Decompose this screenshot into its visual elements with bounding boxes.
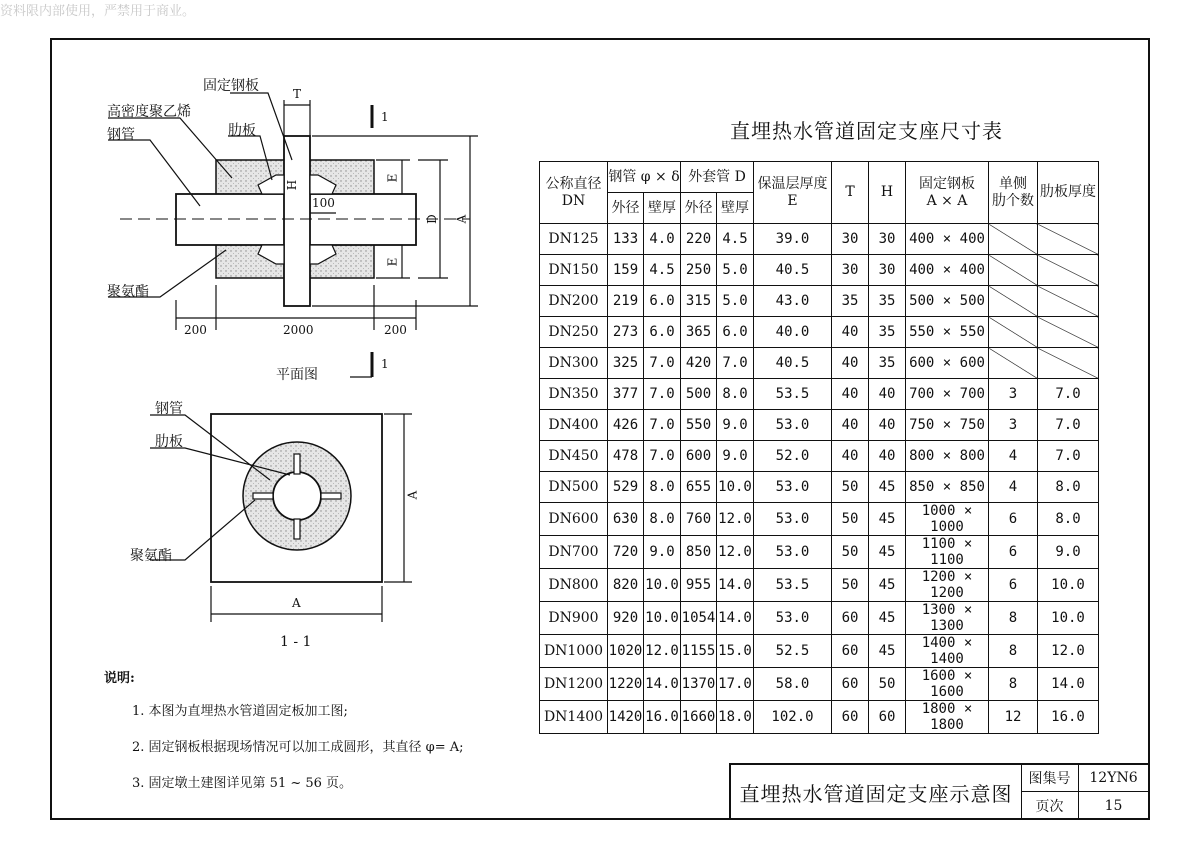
table-cell: 12.0 (1038, 635, 1099, 668)
label-hdpe: 高密度聚乙烯 (107, 104, 191, 120)
table-cell: 14.0 (1038, 668, 1099, 701)
table-cell: 850 × 850 (906, 472, 989, 503)
table-cell: 700 × 700 (906, 379, 989, 410)
table-cell: 550 (681, 410, 717, 441)
section-caption: 1 - 1 (280, 634, 312, 650)
section-rib (294, 454, 300, 474)
cell-empty (989, 286, 1038, 317)
table-cell: 8 (989, 635, 1038, 668)
section-mark-top: 1 (381, 110, 389, 124)
table-cell: 1220 (608, 668, 644, 701)
note-item: 1. 本图为直埋热水管道固定板加工图; (132, 704, 348, 719)
table-cell: 133 (608, 224, 644, 255)
label-rib: 肋板 (228, 123, 256, 139)
table-row (540, 602, 1099, 635)
notes-title: 说明: (104, 671, 135, 686)
table-cell: 30 (869, 255, 906, 286)
dim-d: D (424, 214, 439, 224)
table-cell: 18.0 (717, 701, 754, 734)
cell-dn: DN450 (540, 441, 608, 472)
table-row (540, 224, 1099, 255)
table-cell: 365 (681, 317, 717, 348)
table-cell: 1370 (681, 668, 717, 701)
table-cell: 45 (869, 472, 906, 503)
table-cell: 60 (832, 701, 869, 734)
table-cell: 8.0 (1038, 503, 1099, 536)
table-cell: 3 (989, 379, 1038, 410)
table-cell: 500 (681, 379, 717, 410)
cell-empty (1038, 317, 1099, 348)
table-cell: 9.0 (717, 410, 754, 441)
section-pipe (273, 472, 321, 520)
table-cell: 45 (869, 569, 906, 602)
label-polyurethane: 聚氨酯 (107, 284, 149, 300)
table-cell: 6 (989, 536, 1038, 569)
cell-empty (1038, 348, 1099, 379)
table-cell: 9.0 (644, 536, 681, 569)
table-cell: 655 (681, 472, 717, 503)
table-cell: 17.0 (717, 668, 754, 701)
table-row (540, 441, 1099, 472)
table-cell: 40.5 (754, 348, 832, 379)
cell-empty (989, 348, 1038, 379)
table-cell: 6.0 (644, 317, 681, 348)
table-cell: 12 (989, 701, 1038, 734)
table-cell: 10.0 (1038, 569, 1099, 602)
section-dim-a-bottom: A (292, 596, 301, 610)
th-steel-od: 外径 (608, 193, 644, 224)
table-cell: 58.0 (754, 668, 832, 701)
table-cell: 955 (681, 569, 717, 602)
table-cell: 10.0 (644, 569, 681, 602)
table-cell: 1300 × 1300 (906, 602, 989, 635)
table-cell: 1420 (608, 701, 644, 734)
table-cell: 60 (832, 635, 869, 668)
table-cell: 50 (832, 536, 869, 569)
table-title: 直埋热水管道固定支座尺寸表 (730, 119, 1003, 143)
table-cell: 7.0 (1038, 410, 1099, 441)
cell-dn: DN700 (540, 536, 608, 569)
table-cell: 60 (832, 602, 869, 635)
table-cell: 820 (608, 569, 644, 602)
table-cell: 35 (869, 317, 906, 348)
table-cell: 9.0 (1038, 536, 1099, 569)
table-cell: 45 (869, 635, 906, 668)
table-cell: 220 (681, 224, 717, 255)
table-row (540, 635, 1099, 668)
table-cell: 3 (989, 410, 1038, 441)
table-body (540, 224, 1099, 734)
table-cell: 600 × 600 (906, 348, 989, 379)
dim-100: 100 (312, 196, 335, 210)
cell-dn: DN500 (540, 472, 608, 503)
table-cell: 40 (832, 410, 869, 441)
section-label-steel-pipe: 钢管 (155, 401, 183, 417)
table-cell: 7.0 (1038, 379, 1099, 410)
th-insulation: 保温层厚度 E (754, 162, 832, 224)
table-cell: 40 (832, 379, 869, 410)
table-row (540, 701, 1099, 734)
table-cell: 8 (989, 668, 1038, 701)
cell-dn: DN350 (540, 379, 608, 410)
cell-empty (989, 255, 1038, 286)
table-cell: 102.0 (754, 701, 832, 734)
table-cell: 40.0 (754, 317, 832, 348)
table-cell: 12.0 (717, 503, 754, 536)
table-cell: 7.0 (1038, 441, 1099, 472)
page-value: 15 (1104, 797, 1123, 814)
table-cell: 4 (989, 472, 1038, 503)
table-cell: 53.5 (754, 569, 832, 602)
table-cell: 1660 (681, 701, 717, 734)
cell-empty (1038, 286, 1099, 317)
table-cell: 16.0 (644, 701, 681, 734)
table-cell: 750 × 750 (906, 410, 989, 441)
table-cell: 400 × 400 (906, 224, 989, 255)
table-cell: 420 (681, 348, 717, 379)
table-row (540, 503, 1099, 536)
table-cell: 40 (832, 441, 869, 472)
cell-dn: DN1400 (540, 701, 608, 734)
table-cell: 8.0 (644, 472, 681, 503)
table-cell: 53.0 (754, 503, 832, 536)
th-dn: 公称直径 DN (540, 162, 608, 224)
note-item: 2. 固定钢板根据现场情况可以加工成圆形，其直径 φ= A; (132, 740, 464, 755)
table-cell: 45 (869, 503, 906, 536)
table-cell: 1054 (681, 602, 717, 635)
table-cell: 5.0 (717, 255, 754, 286)
th-t: T (832, 162, 869, 224)
cell-dn: DN1200 (540, 668, 608, 701)
table-cell: 14.0 (717, 602, 754, 635)
table-row (540, 317, 1099, 348)
table-cell: 7.0 (717, 348, 754, 379)
table-cell: 760 (681, 503, 717, 536)
table-row (540, 410, 1099, 441)
th-steel: 钢管 φ × δ (608, 162, 681, 193)
table-cell: 720 (608, 536, 644, 569)
table-cell: 1000 × 1000 (906, 503, 989, 536)
th-outer-od: 外径 (681, 193, 717, 224)
label-fixed-plate: 固定钢板 (203, 78, 259, 94)
th-outer: 外套管 D (681, 162, 754, 193)
table-cell: 39.0 (754, 224, 832, 255)
table-cell: 40 (869, 379, 906, 410)
cell-dn: DN400 (540, 410, 608, 441)
watermark: 资料限内部使用，严禁用于商业。 (0, 4, 196, 19)
size-table (539, 161, 1099, 734)
table-cell: 40.5 (754, 255, 832, 286)
table-cell: 7.0 (644, 379, 681, 410)
th-ribs: 单侧 肋个数 (989, 162, 1038, 224)
table-cell: 15.0 (717, 635, 754, 668)
th-steel-wall: 壁厚 (644, 193, 681, 224)
table-cell: 500 × 500 (906, 286, 989, 317)
table-cell: 6 (989, 503, 1038, 536)
table-cell: 7.0 (644, 348, 681, 379)
table-cell: 50 (832, 503, 869, 536)
table-cell: 600 (681, 441, 717, 472)
table-cell: 630 (608, 503, 644, 536)
table-cell: 35 (832, 286, 869, 317)
table-cell: 10.0 (717, 472, 754, 503)
table-row (540, 255, 1099, 286)
th-plate: 固定钢板 A × A (906, 162, 989, 224)
table-cell: 400 × 400 (906, 255, 989, 286)
table-cell: 219 (608, 286, 644, 317)
dim-e-top: E (385, 173, 400, 183)
table-cell: 1800 × 1800 (906, 701, 989, 734)
section-rib (253, 493, 273, 499)
table-cell: 1200 × 1200 (906, 569, 989, 602)
cell-dn: DN300 (540, 348, 608, 379)
table-cell: 52.0 (754, 441, 832, 472)
dim-2000: 2000 (283, 323, 314, 337)
table-cell: 12.0 (644, 635, 681, 668)
table-cell: 53.5 (754, 379, 832, 410)
dim-right-200: 200 (384, 323, 407, 337)
table-cell: 8.0 (1038, 472, 1099, 503)
section-label-rib: 肋板 (155, 434, 183, 450)
table-cell: 53.0 (754, 602, 832, 635)
dim-left-200: 200 (184, 323, 207, 337)
table-cell: 315 (681, 286, 717, 317)
note-item: 3. 固定墩土建图详见第 51 ~ 56 页。 (132, 776, 353, 791)
dim-t: T (293, 87, 302, 101)
table-cell: 159 (608, 255, 644, 286)
table-cell: 6.0 (644, 286, 681, 317)
table-cell: 53.0 (754, 536, 832, 569)
table-row (540, 348, 1099, 379)
cell-empty (1038, 224, 1099, 255)
notes (104, 667, 464, 808)
table-cell: 40 (869, 410, 906, 441)
section-rib (294, 519, 300, 539)
cell-empty (1038, 255, 1099, 286)
table-cell: 30 (832, 255, 869, 286)
table-row (540, 472, 1099, 503)
section-mark-bottom: 1 (381, 357, 389, 371)
table-cell: 60 (832, 668, 869, 701)
dim-a: A (454, 214, 469, 224)
table-cell: 40 (832, 348, 869, 379)
table-cell: 30 (832, 224, 869, 255)
dim-h: H (285, 179, 300, 191)
page-label: 页次 (1021, 792, 1079, 819)
table-cell: 60 (869, 701, 906, 734)
cell-dn: DN600 (540, 503, 608, 536)
section-dim-a-side: A (405, 490, 420, 500)
table-cell: 478 (608, 441, 644, 472)
table-cell: 30 (869, 224, 906, 255)
table-cell: 7.0 (644, 410, 681, 441)
table-cell: 6 (989, 569, 1038, 602)
table-row (540, 536, 1099, 569)
table-cell: 1155 (681, 635, 717, 668)
atlas-value: 12YN6 (1079, 765, 1148, 792)
fixed-plate (284, 136, 310, 306)
table-cell: 920 (608, 602, 644, 635)
table-cell: 9.0 (717, 441, 754, 472)
table-cell: 16.0 (1038, 701, 1099, 734)
table-row (540, 286, 1099, 317)
table-cell: 40 (869, 441, 906, 472)
plan-caption: 平面图 (276, 367, 318, 383)
atlas-label: 图集号 (1021, 765, 1079, 792)
table-cell: 10.0 (644, 602, 681, 635)
table-cell: 4 (989, 441, 1038, 472)
table-row (540, 668, 1099, 701)
table-cell: 50 (869, 668, 906, 701)
table-cell: 12.0 (717, 536, 754, 569)
cell-empty (989, 317, 1038, 348)
table-row (540, 379, 1099, 410)
table-cell: 45 (869, 536, 906, 569)
table-cell: 50 (832, 472, 869, 503)
table-cell: 6.0 (717, 317, 754, 348)
table-cell: 10.0 (1038, 602, 1099, 635)
drawing-name: 直埋热水管道固定支座示意图 (731, 765, 1022, 819)
table-cell: 325 (608, 348, 644, 379)
table-cell: 53.0 (754, 410, 832, 441)
th-h: H (869, 162, 906, 224)
title-block (729, 763, 1148, 819)
table-cell: 50 (832, 569, 869, 602)
table-cell: 5.0 (717, 286, 754, 317)
table-cell: 550 × 550 (906, 317, 989, 348)
table-cell: 35 (869, 348, 906, 379)
table-cell: 40 (832, 317, 869, 348)
table-cell: 4.5 (717, 224, 754, 255)
cell-dn: DN800 (540, 569, 608, 602)
section-label-polyurethane: 聚氨酯 (130, 548, 172, 564)
section-rib (321, 493, 341, 499)
cell-dn: DN1000 (540, 635, 608, 668)
table-cell: 1020 (608, 635, 644, 668)
table-cell: 14.0 (717, 569, 754, 602)
table-cell: 1100 × 1100 (906, 536, 989, 569)
th-rib-thickness: 肋板厚度 (1038, 162, 1099, 224)
table-cell: 14.0 (644, 668, 681, 701)
cell-dn: DN250 (540, 317, 608, 348)
table-cell: 7.0 (644, 441, 681, 472)
table-cell: 529 (608, 472, 644, 503)
table-cell: 8 (989, 602, 1038, 635)
table-cell: 53.0 (754, 472, 832, 503)
table-row (540, 569, 1099, 602)
table-cell: 4.0 (644, 224, 681, 255)
table-cell: 45 (869, 602, 906, 635)
th-outer-wall: 壁厚 (717, 193, 754, 224)
table-cell: 250 (681, 255, 717, 286)
table-cell: 4.5 (644, 255, 681, 286)
table-cell: 8.0 (717, 379, 754, 410)
dim-e-bottom: E (385, 257, 400, 267)
cell-empty (989, 224, 1038, 255)
cell-dn: DN150 (540, 255, 608, 286)
cell-dn: DN900 (540, 602, 608, 635)
label-steel-pipe: 钢管 (107, 127, 135, 143)
cell-dn: DN125 (540, 224, 608, 255)
table-cell: 1400 × 1400 (906, 635, 989, 668)
table-cell: 1600 × 1600 (906, 668, 989, 701)
table-cell: 377 (608, 379, 644, 410)
table-cell: 35 (869, 286, 906, 317)
table-cell: 43.0 (754, 286, 832, 317)
table-cell: 426 (608, 410, 644, 441)
table-cell: 800 × 800 (906, 441, 989, 472)
table-cell: 8.0 (644, 503, 681, 536)
cell-dn: DN200 (540, 286, 608, 317)
table-cell: 52.5 (754, 635, 832, 668)
table-cell: 850 (681, 536, 717, 569)
table-cell: 273 (608, 317, 644, 348)
